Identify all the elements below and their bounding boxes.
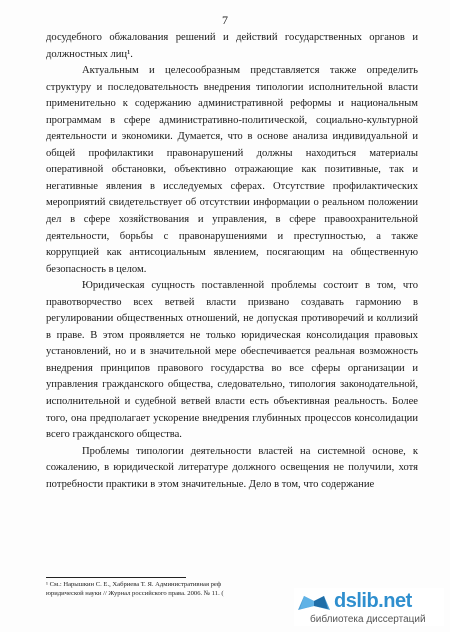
paragraph: Проблемы типологии деятельности властей на системной основе, к сожалению, в юридической литературе должного освещения не получили, хотя потребности практики в этом значительные. Дело в том, что содержание [46, 445, 418, 490]
paragraph: Юридическая сущность поставленной проблемы состоит в том, что правотворчество всех ветвей власти призвано создавать гармонию в регулировании общественных отношений, не допуская противоречий и коллизий в праве. В этом проявляется не только юридическая консолидация правовых установлений, но и в значительной мере обеспечивается реальная возможность внедрения принципов правового государства во все сферы организации и управления гражданского общества, следовательно, типология законодательной, исполнительной и судебной ветвей власти есть объективная реальность. Более того, она предполагает ускорение внедрения глубинных процессов консолидации всего гражданского общества. [46, 280, 418, 441]
body-text [46, 30, 418, 493]
watermark-brand: dslib.net [334, 590, 412, 612]
watermark [294, 588, 444, 626]
footnotes [46, 580, 306, 598]
book-logo-icon [294, 592, 334, 614]
paragraph-continuation: досудебного обжалования решений и действий государственных органов и должностных лиц¹. [46, 32, 418, 60]
footnote-line: ¹ См.: Нарышкин С. Е., Хабриева Т. Я. Административная реф [46, 581, 222, 588]
footnote-line: юридической науки // Журнал российского права. 2006. № 11. ( [46, 590, 224, 597]
footnote-divider [46, 577, 186, 578]
paragraph: Актуальным и целесообразным представляется также определить структуру и последовательность внедрения типологии исполнительной власти применительно к содержанию административной реформы и национальным программам в сфере административно-политической, социально-культурной деятельности и экономики. Думается, что в основе анализа индивидуальной и общей профилактики правонарушений должны находиться материалы оперативной обстановки, объективно отражающие как позитивные, так и негативные явления в исследуемых сферах. Отсутствие профилактических мероприятий свидетельствует об отсутствии информации о реальном положении дел в сфере хозяйствования и управления, в сфере правоохранительной деятельности, борьбы с правонарушениями и преступностью, а также коррупцией как антисоциальным явлением, посягающим на общественную безопасность в целом. [46, 65, 418, 275]
page-number: 7 [222, 13, 228, 27]
watermark-tagline: библиотека диссертаций [310, 614, 426, 625]
